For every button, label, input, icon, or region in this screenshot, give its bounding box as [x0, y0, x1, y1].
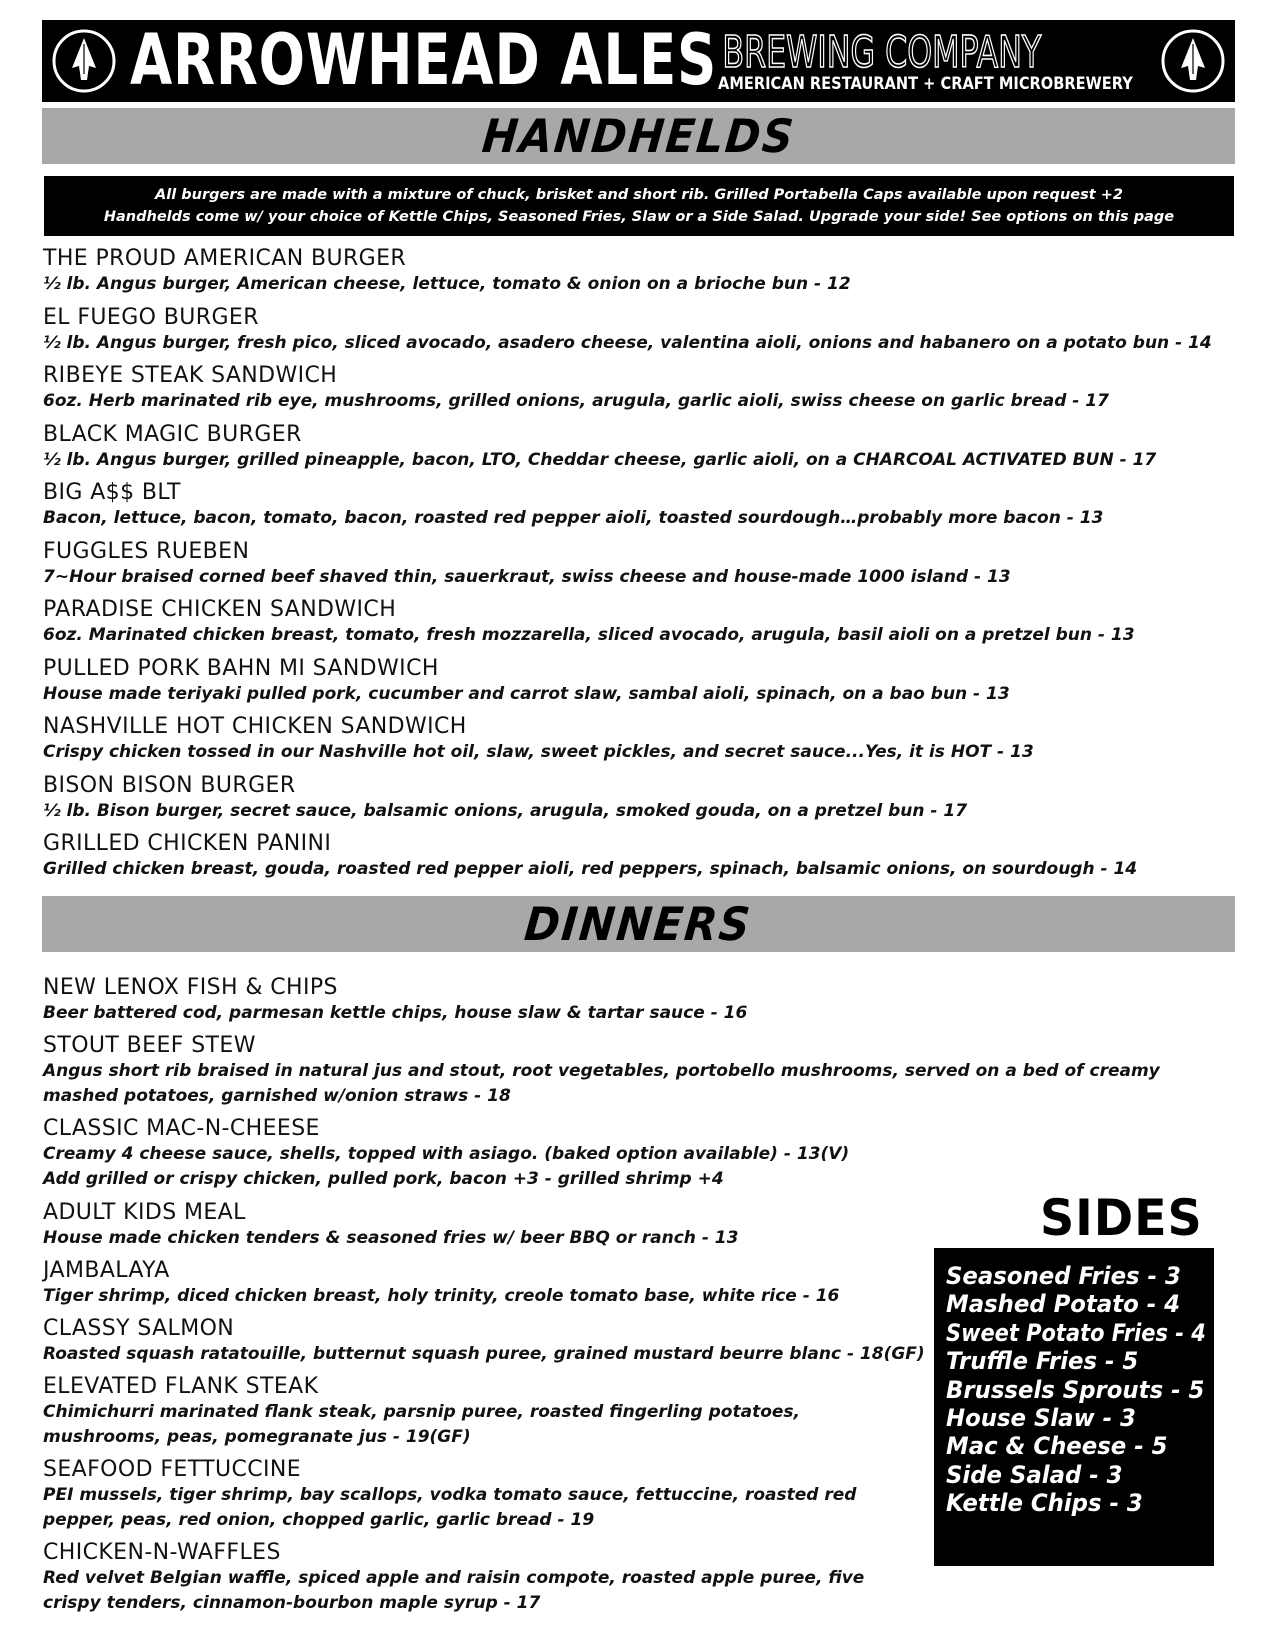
arrowhead-icon [51, 28, 117, 94]
brand-name: ARROWHEAD ALES [130, 19, 718, 101]
item-description: House made chicken tenders & seasoned fries w/ beer BBQ or ranch - 13 [43, 1228, 739, 1248]
arrowhead-icon [1160, 28, 1226, 94]
item-description: ½ lb. Angus burger, fresh pico, sliced avocado, asadero cheese, valentina aioli, onions and habanero on a potato bun - 14 [43, 332, 1212, 353]
menu-item [43, 362, 1109, 414]
item-name: ADULT KIDS MEAL [43, 1200, 246, 1225]
menu-item [43, 304, 1212, 356]
menu-item [43, 245, 851, 297]
sides-box [934, 1248, 1214, 1566]
item-description: PEI mussels, tiger shrimp, bay scallops, vodka tomato sauce, fettuccine, roasted red [43, 1485, 857, 1505]
side-item: Sweet Potato Fries - 4 [946, 1318, 1206, 1347]
menu-item [43, 538, 1011, 590]
item-description: 6oz. Marinated chicken breast, tomato, fresh mozzarella, sliced avocado, arugula, basil aioli on a pretzel bun - 13 [43, 625, 1135, 645]
menu-item [43, 1199, 738, 1251]
handhelds-notice [44, 176, 1234, 236]
menu-item [43, 1539, 864, 1616]
menu-item [43, 1115, 849, 1192]
item-description-continued: pepper, peas, red onion, chopped garlic, garlic bread - 19 [43, 1510, 595, 1530]
menu-item [43, 974, 747, 1026]
dinners-title: DINNERS [522, 897, 755, 951]
header-banner [42, 20, 1235, 102]
item-name: BISON BISON BURGER [43, 772, 296, 798]
item-name: NASHVILLE HOT CHICKEN SANDWICH [43, 714, 467, 739]
item-description: Tiger shrimp, diced chicken breast, holy trinity, creole tomato base, white rice - 16 [43, 1286, 840, 1306]
item-description-continued: crispy tenders, cinnamon-bourbon maple syrup - 17 [43, 1593, 541, 1613]
menu-item [43, 713, 1034, 765]
item-name: PULLED PORK BAHN MI SANDWICH [43, 655, 439, 681]
menu-item [43, 655, 1010, 707]
item-description: Bacon, lettuce, bacon, tomato, bacon, roasted red pepper aioli, toasted sourdough…probably more bacon - 13 [43, 508, 1104, 528]
item-description: Roasted squash ratatouille, butternut squash puree, grained mustard beurre blanc - 18(GF) [43, 1344, 925, 1364]
handhelds-title: HANDHELDS [479, 109, 798, 163]
item-name: EL FUEGO BURGER [43, 304, 259, 330]
side-item: Side Salad - 3 [946, 1460, 1123, 1489]
item-description: 7~Hour braised corned beef shaved thin, sauerkraut, swiss cheese and house-made 1000 island - 13 [43, 566, 1011, 587]
item-name: STOUT BEEF STEW [43, 1033, 256, 1058]
menu-item [43, 1373, 800, 1450]
handhelds-section-bar [42, 108, 1235, 164]
item-description-continued: Add grilled or crispy chicken, pulled pork, bacon +3 - grilled shrimp +4 [43, 1169, 724, 1189]
item-name: RIBEYE STEAK SANDWICH [43, 363, 338, 388]
menu-item [43, 596, 1135, 648]
sides-title: SIDES [1040, 1189, 1203, 1247]
side-item: Mashed Potato - 4 [946, 1290, 1181, 1319]
item-description: ½ lb. Angus burger, American cheese, lettuce, tomato & onion on a brioche bun - 12 [43, 274, 851, 294]
item-description: House made teriyaki pulled pork, cucumber and carrot slaw, sambal aioli, spinach, on a bao bun - 13 [43, 683, 1010, 704]
item-description: ½ lb. Bison burger, secret sauce, balsamic onions, arugula, smoked gouda, on a pretzel bun - 17 [43, 800, 968, 821]
item-description: Red velvet Belgian waffle, spiced apple and raisin compote, roasted apple puree, five [43, 1568, 865, 1588]
item-description: Angus short rib braised in natural jus and stout, root vegetables, portobello mushrooms, served on a bed of creamy [43, 1061, 1160, 1081]
menu-item [43, 1032, 1160, 1109]
side-item: Brussels Sprouts - 5 [946, 1375, 1205, 1404]
item-name: JAMBALAYA [43, 1258, 170, 1283]
item-name: CHICKEN-N-WAFFLES [43, 1540, 281, 1565]
side-item: Kettle Chips - 3 [946, 1489, 1143, 1518]
side-item: Seasoned Fries - 3 [946, 1262, 1181, 1290]
item-description-continued: mushrooms, peas, pomegranate jus - 19(GF) [43, 1427, 471, 1447]
item-name: NEW LENOX FISH & CHIPS [43, 975, 338, 1000]
item-description: Chimichurri marinated flank steak, parsnip puree, roasted fingerling potatoes, [43, 1402, 800, 1422]
side-item: Truffle Fries - 5 [946, 1347, 1139, 1376]
menu-item [43, 1315, 925, 1367]
item-description: Crispy chicken tossed in our Nashville hot oil, slaw, sweet pickles, and secret sauce...Yes, it is HOT - 13 [43, 742, 1034, 762]
side-item: Mac & Cheese - 5 [946, 1432, 1168, 1461]
item-description: ½ lb. Angus burger, grilled pineapple, bacon, LTO, Cheddar cheese, garlic aioli, on a CHARCOAL ACTIVATED BUN - 17 [43, 449, 1157, 470]
menu-item [43, 421, 1156, 473]
item-name: CLASSY SALMON [43, 1316, 235, 1341]
notice-line: Handhelds come w/ your choice of Kettle Chips, Seasoned Fries, Slaw or a Side Salad. Upgrade your side! See options on this page [103, 209, 1175, 225]
notice-line: All burgers are made with a mixture of chuck, brisket and short rib. Grilled Portabella Caps available upon request +2 [155, 187, 1123, 203]
menu-item [43, 830, 1137, 882]
menu-item [43, 1257, 839, 1309]
menu-item [43, 479, 1103, 531]
brand-subtitle: BREWING COMPANY [722, 27, 1042, 78]
item-name: ELEVATED FLANK STEAK [43, 1374, 319, 1399]
item-description: Grilled chicken breast, gouda, roasted red pepper aioli, red peppers, spinach, balsamic onions, on sourdough - 14 [43, 859, 1138, 879]
item-description: Beer battered cod, parmesan kettle chips, house slaw & tartar sauce - 16 [43, 1003, 748, 1023]
item-description-continued: mashed potatoes, garnished w/onion straws - 18 [43, 1086, 511, 1106]
menu-item [43, 772, 967, 824]
item-name: FUGGLES RUEBEN [43, 538, 250, 564]
side-item: House Slaw - 3 [946, 1404, 1136, 1433]
item-name: GRILLED CHICKEN PANINI [43, 831, 332, 856]
brand-tagline: AMERICAN RESTAURANT + CRAFT MICROBREWERY [718, 74, 1133, 94]
menu-item [43, 1456, 856, 1533]
item-name: CLASSIC MAC-N-CHEESE [43, 1116, 320, 1141]
item-name: SEAFOOD FETTUCCINE [43, 1457, 302, 1482]
item-name: BIG A$$ BLT [43, 480, 181, 505]
item-name: THE PROUD AMERICAN BURGER [43, 246, 407, 271]
dinners-section-bar [42, 896, 1235, 952]
item-name: BLACK MAGIC BURGER [43, 421, 302, 447]
item-description: Creamy 4 cheese sauce, shells, topped with asiago. (baked option available) - 13(V) [43, 1144, 850, 1164]
item-description: 6oz. Herb marinated rib eye, mushrooms, grilled onions, arugula, garlic aioli, swiss cheese on garlic bread - 17 [43, 391, 1109, 411]
item-name: PARADISE CHICKEN SANDWICH [43, 597, 397, 622]
